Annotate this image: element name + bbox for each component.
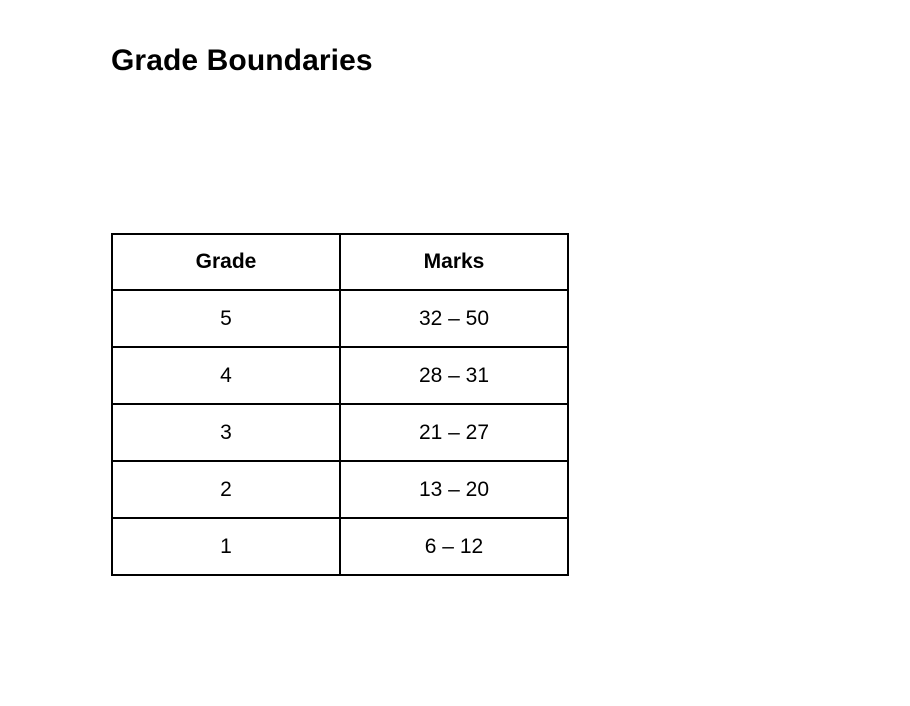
cell-marks: 32 – 50 xyxy=(340,290,568,347)
table-row xyxy=(112,290,568,347)
cell-grade: 4 xyxy=(112,347,340,404)
cell-grade: 2 xyxy=(112,461,340,518)
table-row xyxy=(112,518,568,575)
cell-grade: 3 xyxy=(112,404,340,461)
table-header-row xyxy=(112,234,568,290)
table-row xyxy=(112,461,568,518)
column-header-grade: Grade xyxy=(112,234,340,290)
cell-grade: 1 xyxy=(112,518,340,575)
table-row xyxy=(112,347,568,404)
table-row xyxy=(112,404,568,461)
cell-grade: 5 xyxy=(112,290,340,347)
cell-marks: 6 – 12 xyxy=(340,518,568,575)
table-body xyxy=(112,290,568,575)
cell-marks: 28 – 31 xyxy=(340,347,568,404)
cell-marks: 13 – 20 xyxy=(340,461,568,518)
table-header xyxy=(112,234,568,290)
column-header-marks: Marks xyxy=(340,234,568,290)
cell-marks: 21 – 27 xyxy=(340,404,568,461)
grade-boundaries-table xyxy=(111,233,569,576)
page-title: Grade Boundaries xyxy=(111,44,373,77)
